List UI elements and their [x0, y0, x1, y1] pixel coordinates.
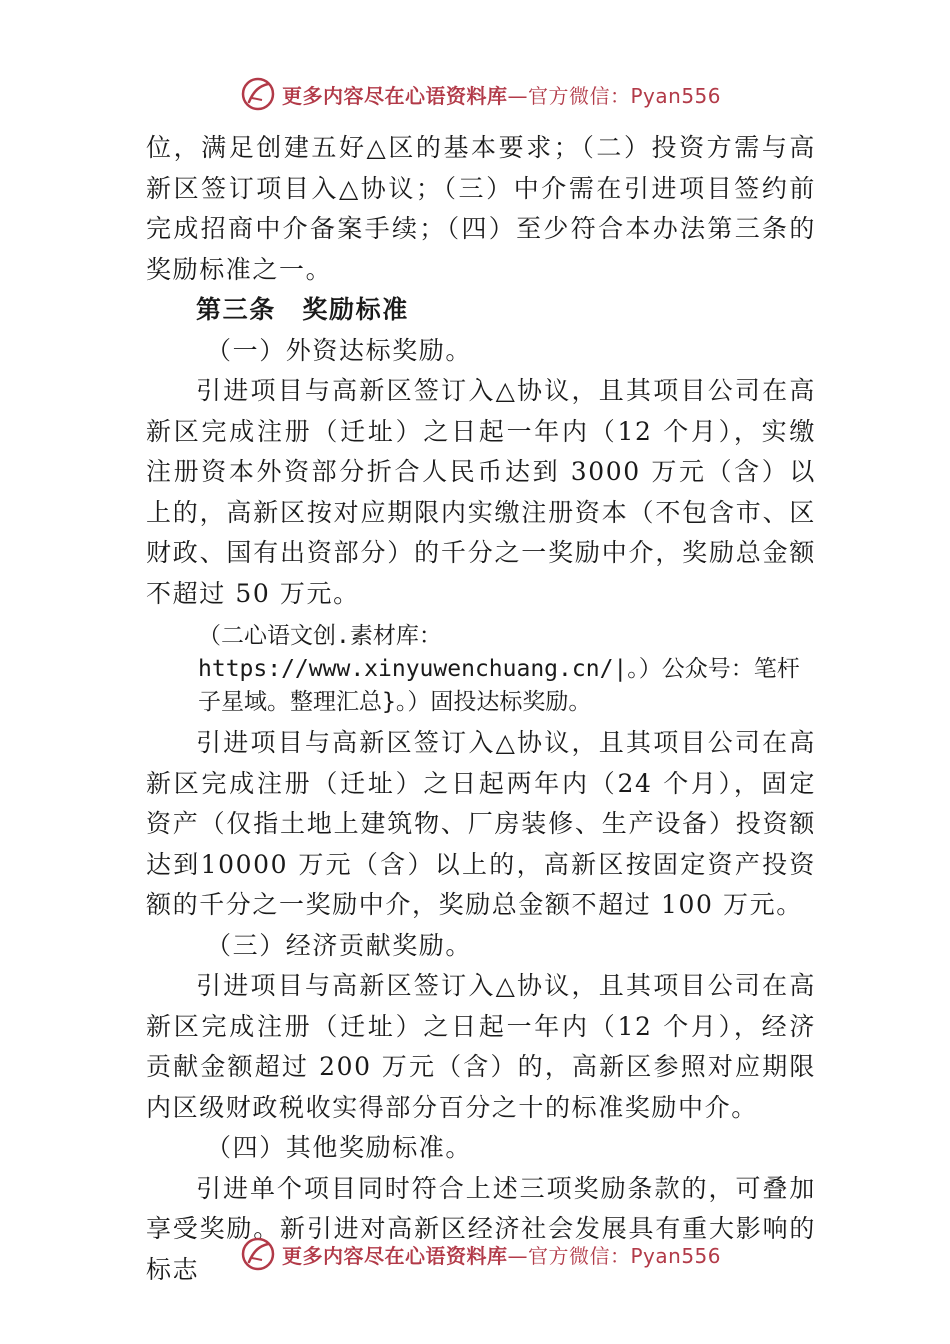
banner-suffix: —官方微信：Pyan556: [507, 83, 722, 108]
header-banner: [0, 70, 950, 118]
section-2-title: （二心语文创.素材库：https://www.xinyuwenchuang.cn/|。）公众号：笔杆子星域。整理汇总}。）固投达标奖励。: [198, 623, 800, 715]
article-3-title: 第三条 奖励标准: [196, 295, 409, 324]
section-4-title: （四）其他奖励标准。: [206, 1133, 473, 1162]
brand-logo-icon: [240, 76, 276, 112]
banner-brand: 更多内容尽在心语资料库: [282, 83, 508, 108]
section-4-text: 引进单个项目同时符合上述三项奖励条款的，可叠加享受奖励。新引进对高新区经济社会发展具有重大影响的标志: [146, 1173, 816, 1284]
banner-text: [282, 80, 721, 109]
document-body: [146, 128, 816, 1290]
paragraph-intro: 位，满足创建五好△区的基本要求；（二）投资方需与高新区签订项目入△协议；（三）中介需在引进项目签约前完成招商中介备案手续；（四）至少符合本办法第三条的奖励标准之一。: [146, 133, 816, 284]
section-3-text: 引进项目与高新区签订入△协议，且其项目公司在高新区完成注册（迁址）之日起一年内（12 个月），经济贡献金额超过 200 万元（含）的，高新区参照对应期限内区级财政税收实得部分百分之十的标准奖励中介。: [146, 971, 816, 1122]
banner-text: [282, 1240, 721, 1269]
section-3-title: （三）经济贡献奖励。: [206, 930, 473, 960]
section-2-text: 引进项目与高新区签订入△协议，且其项目公司在高新区完成注册（迁址）之日起两年内（24 个月），固定资产（仅指土地上建筑物、厂房装修、生产设备）投资额达到10000 万元（含）以上的，高新区按固定资产投资额的千分之一奖励中介，奖励总金额不超过 100 万元。: [146, 728, 816, 919]
banner-brand: 更多内容尽在心语资料库: [282, 1243, 508, 1268]
section-1-text: 引进项目与高新区签订入△协议，且其项目公司在高新区完成注册（迁址）之日起一年内（12 个月），实缴注册资本外资部分折合人民币达到 3000 万元（含）以上的，高新区按对应期限内实缴注册资本（不包含市、区财政、国有出资部分）的千分之一奖励中介，奖励总金额不超过 50 万元。: [146, 376, 816, 608]
banner-suffix: —官方微信：Pyan556: [507, 1243, 722, 1268]
brand-logo-icon: [240, 1236, 276, 1272]
footer-banner: [0, 1230, 950, 1278]
section-1-title: （一）外资达标奖励。: [206, 335, 473, 365]
